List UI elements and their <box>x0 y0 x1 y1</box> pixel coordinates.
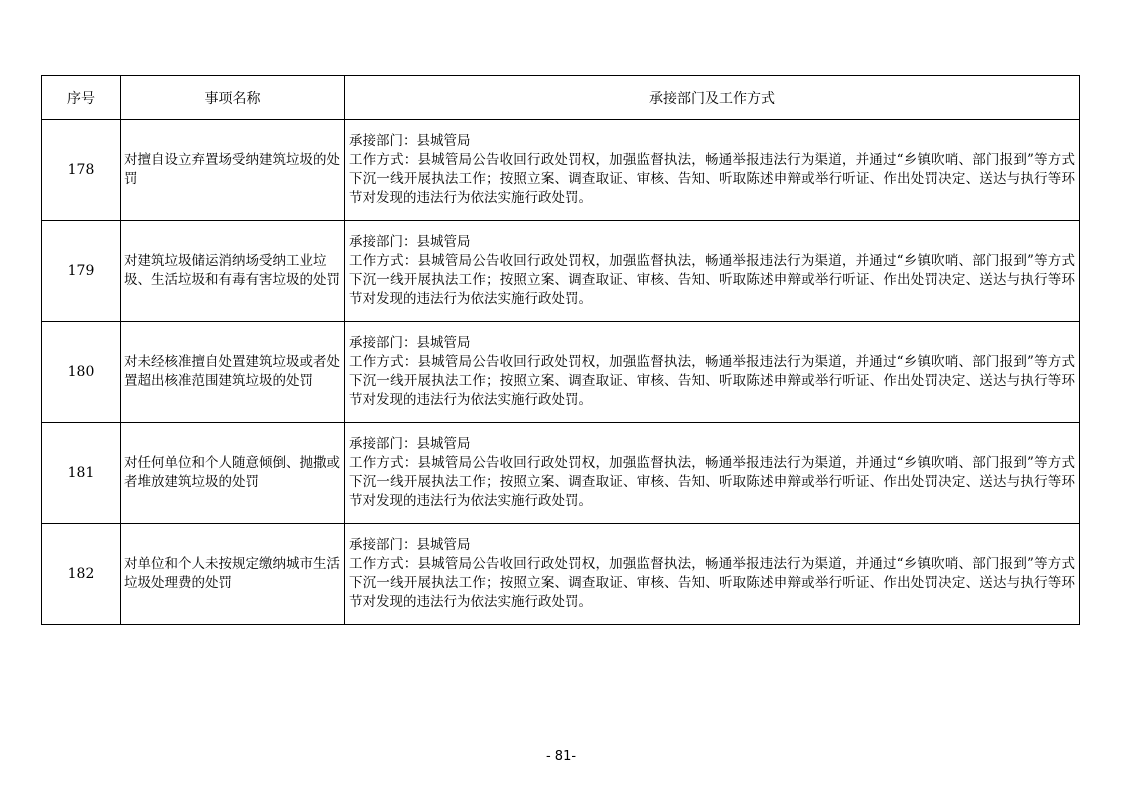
row-seq: 178 <box>42 120 121 221</box>
row-item-name: 对单位和个人未按规定缴纳城市生活垃圾处理费的处罚 <box>121 524 345 625</box>
row-dept: 承接部门：县城管局 <box>349 335 471 351</box>
row-method-cell <box>345 322 1080 423</box>
table-header-row <box>42 76 1080 120</box>
items-table <box>41 75 1080 625</box>
row-item-name: 对未经核准擅自处置建筑垃圾或者处置超出核准范围建筑垃圾的处罚 <box>121 322 345 423</box>
table-row <box>42 120 1080 221</box>
header-seq: 序号 <box>42 76 121 120</box>
row-method-cell <box>345 524 1080 625</box>
row-seq: 180 <box>42 322 121 423</box>
row-seq: 182 <box>42 524 121 625</box>
row-method: 工作方式：县城管局公告收回行政处罚权，加强监督执法，畅通举报违法行为渠道，并通过“乡镇吹哨、部门报到”等方式下沉一线开展执法工作；按照立案、调查取证、审核、告知、听取陈述申辩或举行听证、作出处罚决定、送达与执行等环节对发现的违法行为依法实施行政处罚。 <box>349 354 1075 408</box>
row-method: 工作方式：县城管局公告收回行政处罚权，加强监督执法，畅通举报违法行为渠道，并通过“乡镇吹哨、部门报到”等方式下沉一线开展执法工作；按照立案、调查取证、审核、告知、听取陈述申辩或举行听证、作出处罚决定、送达与执行等环节对发现的违法行为依法实施行政处罚。 <box>349 152 1075 206</box>
row-item-name: 对擅自设立弃置场受纳建筑垃圾的处罚 <box>121 120 345 221</box>
page-number: - 81- <box>545 749 577 764</box>
row-method-cell <box>345 221 1080 322</box>
table-row <box>42 322 1080 423</box>
row-method-cell <box>345 120 1080 221</box>
row-dept: 承接部门：县城管局 <box>349 234 471 250</box>
row-seq: 181 <box>42 423 121 524</box>
row-method: 工作方式：县城管局公告收回行政处罚权，加强监督执法，畅通举报违法行为渠道，并通过“乡镇吹哨、部门报到”等方式下沉一线开展执法工作；按照立案、调查取证、审核、告知、听取陈述申辩或举行听证、作出处罚决定、送达与执行等环节对发现的违法行为依法实施行政处罚。 <box>349 455 1075 509</box>
row-dept: 承接部门：县城管局 <box>349 436 471 452</box>
row-method: 工作方式：县城管局公告收回行政处罚权，加强监督执法，畅通举报违法行为渠道，并通过“乡镇吹哨、部门报到”等方式下沉一线开展执法工作；按照立案、调查取证、审核、告知、听取陈述申辩或举行听证、作出处罚决定、送达与执行等环节对发现的违法行为依法实施行政处罚。 <box>349 556 1075 610</box>
row-dept: 承接部门：县城管局 <box>349 133 471 149</box>
row-dept: 承接部门：县城管局 <box>349 537 471 553</box>
row-method-cell <box>345 423 1080 524</box>
row-item-name: 对任何单位和个人随意倾倒、抛撒或者堆放建筑垃圾的处罚 <box>121 423 345 524</box>
row-seq: 179 <box>42 221 121 322</box>
header-method: 承接部门及工作方式 <box>345 76 1080 120</box>
table-row <box>42 221 1080 322</box>
row-method: 工作方式：县城管局公告收回行政处罚权，加强监督执法，畅通举报违法行为渠道，并通过“乡镇吹哨、部门报到”等方式下沉一线开展执法工作；按照立案、调查取证、审核、告知、听取陈述申辩或举行听证、作出处罚决定、送达与执行等环节对发现的违法行为依法实施行政处罚。 <box>349 253 1075 307</box>
header-name: 事项名称 <box>121 76 345 120</box>
table-row <box>42 524 1080 625</box>
row-item-name: 对建筑垃圾储运消纳场受纳工业垃圾、生活垃圾和有毒有害垃圾的处罚 <box>121 221 345 322</box>
table-row <box>42 423 1080 524</box>
